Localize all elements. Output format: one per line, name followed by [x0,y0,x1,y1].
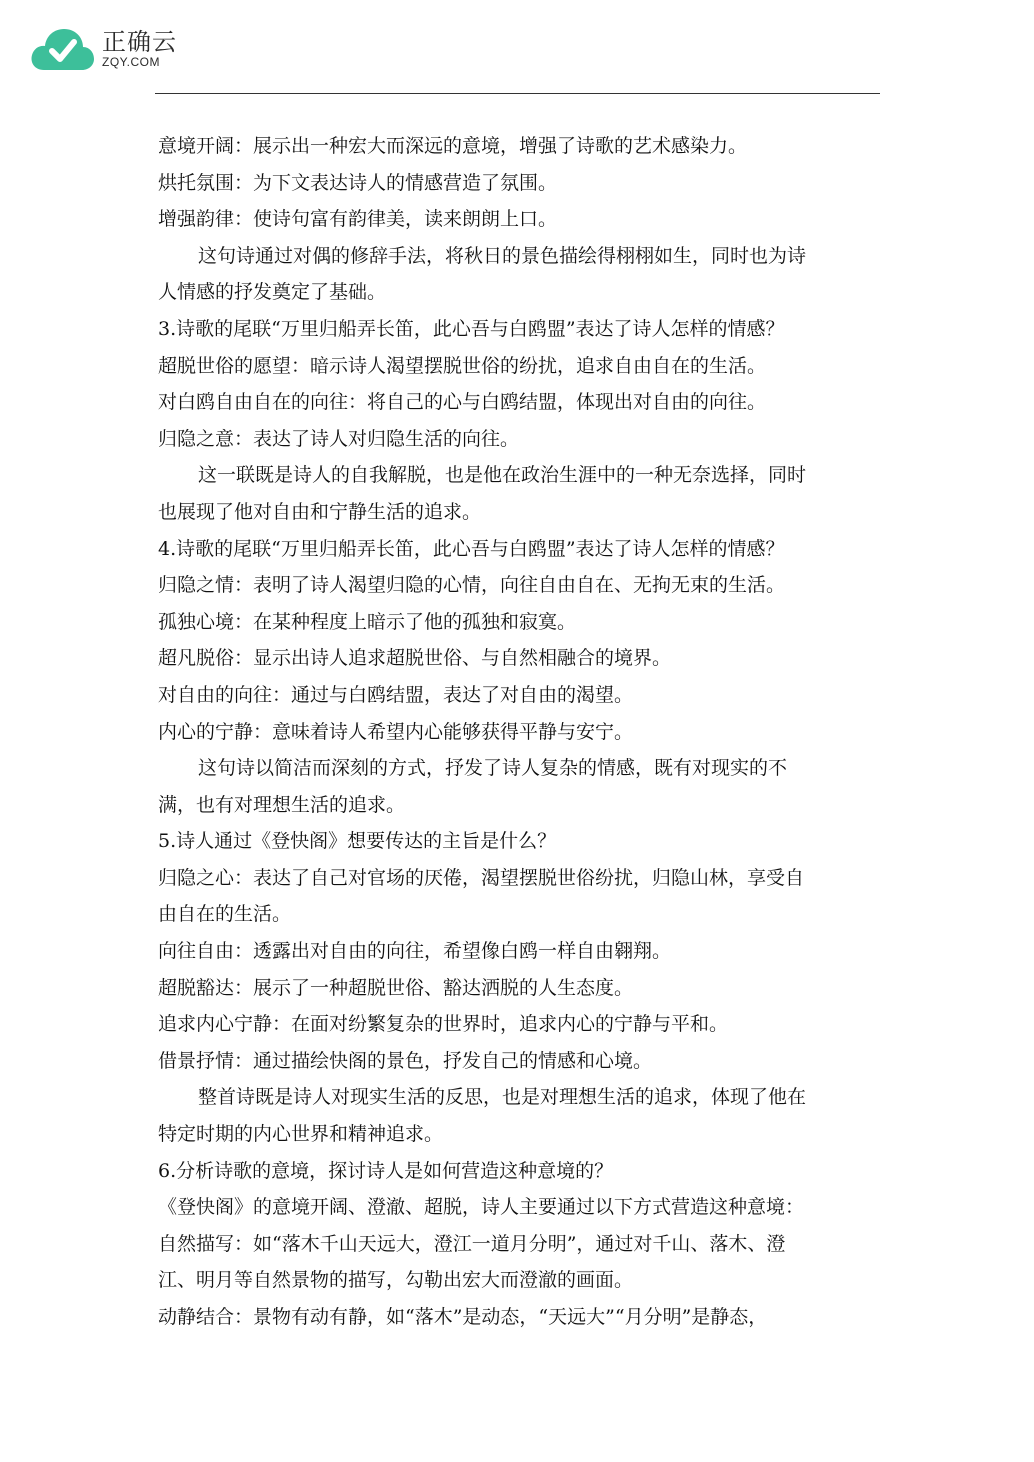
text-line: 特定时期的内心世界和精神追求。 [158,1123,444,1146]
text-line: 动静结合：景物有动有静，如“落木”是动态，“天远大”“月分明”是静态， [158,1306,768,1328]
cloud-check-icon [28,24,96,74]
document-body [158,128,868,1336]
text-line: 孤独心境：在某种程度上暗示了他的孤独和寂寞。 [158,610,577,633]
question-heading: 3.诗歌的尾联“万里归船弄长笛，此心吾与白鸥盟”表达了诗人怎样的情感？ [158,317,785,340]
logo-domain: ZQY.COM [102,55,160,69]
text-line: 人情感的抒发奠定了基础。 [158,281,387,304]
text-line: 江、明月等自然景物的描写，勾勒出宏大而澄澈的画面。 [158,1269,634,1292]
text-line: 满，也有对理想生活的追求。 [158,793,406,816]
header-divider [155,93,880,94]
text-line: 烘托氛围：为下文表达诗人的情感营造了氛围。 [158,171,558,194]
text-line: 对自由的向往：通过与白鸥结盟，表达了对自由的渴望。 [158,683,634,706]
text-line: 《登快阁》的意境开阔、澄澈、超脱，诗人主要通过以下方式营造这种意境： [158,1196,805,1219]
summary-paragraph-line: 这一联既是诗人的自我解脱，也是他在政治生涯中的一种无奈选择，同时 [198,464,807,487]
text-line: 也展现了他对自由和宁静生活的追求。 [158,500,482,523]
text-line: 增强韵律：使诗句富有韵律美，读来朗朗上口。 [158,208,558,231]
question-heading: 6.分析诗歌的意境，探讨诗人是如何营造这种意境的？ [158,1159,614,1182]
text-line: 超脱世俗的愿望：暗示诗人渴望摆脱世俗的纷扰，追求自由自在的生活。 [158,354,767,377]
summary-paragraph-line: 这句诗以简洁而深刻的方式，抒发了诗人复杂的情感，既有对现实的不 [198,757,788,780]
summary-paragraph-line: 这句诗通过对偶的修辞手法，将秋日的景色描绘得栩栩如生，同时也为诗 [198,244,807,267]
logo-title: 正确云 [102,28,177,56]
text-line: 借景抒情：通过描绘快阁的景色，抒发自己的情感和心境。 [158,1049,653,1072]
text-line: 意境开阔：展示出一种宏大而深远的意境，增强了诗歌的艺术感染力。 [158,135,748,157]
text-line: 归隐之意：表达了诗人对归隐生活的向往。 [158,427,520,450]
text-line: 对白鸥自由自在的向往：将自己的心与白鸥结盟，体现出对自由的向往。 [158,391,767,414]
zqy-logo [28,24,177,74]
text-line: 超凡脱俗：显示出诗人追求超脱世俗、与自然相融合的境界。 [158,647,672,670]
question-heading: 4.诗歌的尾联“万里归船弄长笛，此心吾与白鸥盟”表达了诗人怎样的情感？ [158,537,785,560]
text-line: 超脱豁达：展示了一种超脱世俗、豁达洒脱的人生态度。 [158,976,634,999]
text-line: 归隐之情：表明了诗人渴望归隐的心情，向往自由自在、无拘无束的生活。 [158,574,786,597]
text-line: 归隐之心：表达了自己对官场的厌倦，渴望摆脱世俗纷扰，归隐山林，享受自 [158,866,805,889]
text-line: 向往自由：透露出对自由的向往，希望像白鸥一样自由翱翔。 [158,940,672,963]
question-heading: 5.诗人通过《登快阁》想要传达的主旨是什么？ [158,830,557,853]
text-line: 由自在的生活。 [158,903,292,926]
text-line: 追求内心宁静：在面对纷繁复杂的世界时，追求内心的宁静与平和。 [158,1013,729,1036]
text-line: 自然描写：如“落木千山天远大，澄江一道月分明”，通过对千山、落木、澄 [158,1232,786,1255]
text-line: 内心的宁静：意味着诗人希望内心能够获得平静与安宁。 [158,720,634,743]
summary-paragraph-line: 整首诗既是诗人对现实生活的反思，也是对理想生活的追求，体现了他在 [198,1086,807,1109]
